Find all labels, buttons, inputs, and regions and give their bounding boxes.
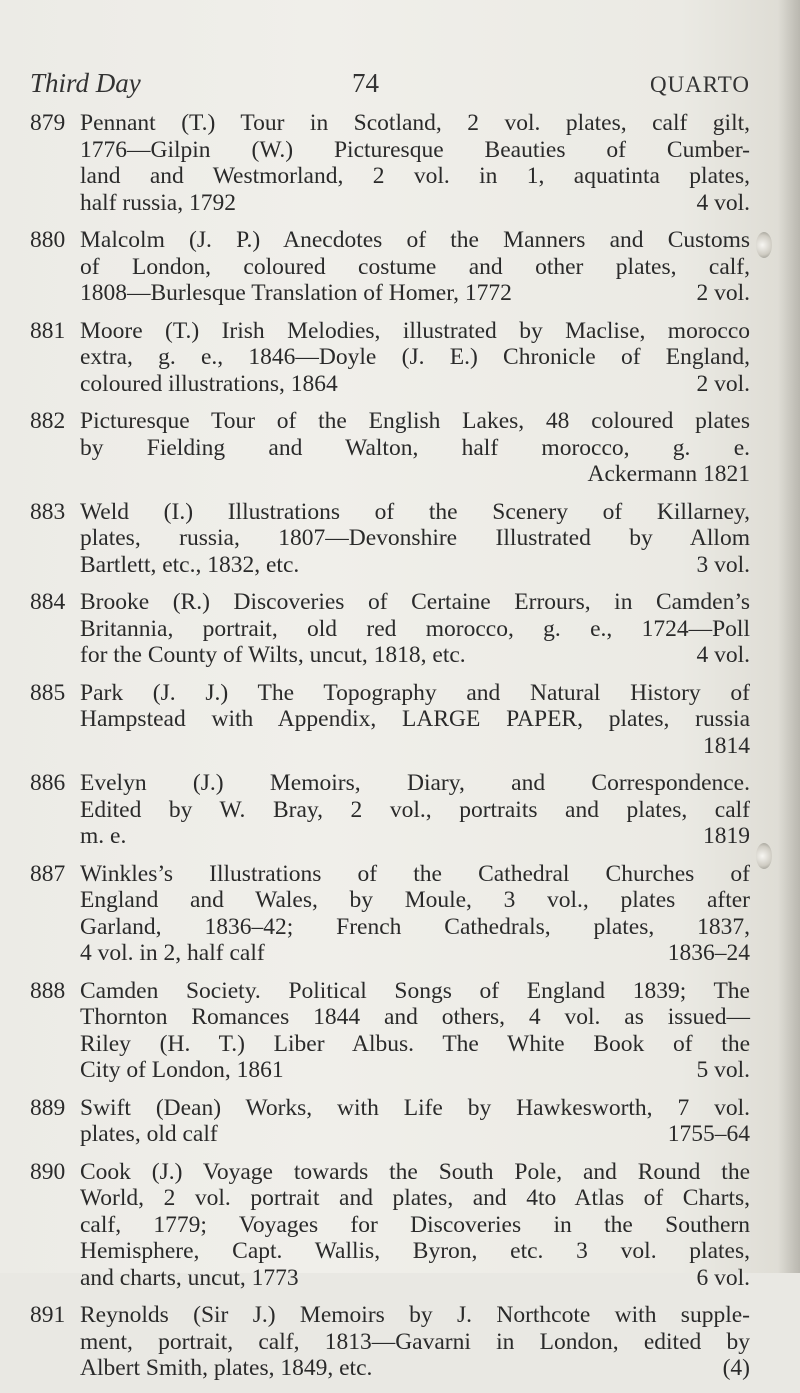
lot-description-line: Hemisphere, Capt. Wallis, Byron, etc. 3 vol. plates,	[80, 1238, 750, 1264]
lot-entry	[30, 680, 750, 760]
lot-description-line: extra, g. e., 1846—Doyle (J. E.) Chronicle of England,	[80, 344, 750, 370]
lot-number: 883	[30, 498, 66, 525]
lot-description-line: of London, coloured costume and other plates, calf,	[80, 253, 750, 280]
lot-entry	[30, 110, 750, 216]
lot-description-line: Ackermann 1821	[587, 461, 750, 487]
lot-description-line: Swift (Dean) Works, with Life by Hawkesworth, 7 vol.	[80, 1094, 750, 1121]
lot-number: 881	[30, 317, 66, 344]
lot-description-line: Winkles’s Illustrations of the Cathedral Churches of	[80, 860, 750, 887]
lot-description-line: Cook (J.) Voyage towards the South Pole, and Round the	[80, 1158, 750, 1185]
lot-description-line: m. e. 1819	[80, 823, 750, 849]
lot-description-line: and charts, uncut, 1773 6 vol.	[80, 1264, 750, 1291]
lot-description-line: Picturesque Tour of the English Lakes, 48 coloured plates	[80, 408, 750, 434]
lot-number: 884	[30, 589, 66, 615]
lot-description-line: plates, russia, 1807—Devonshire Illustrated by Allom	[80, 525, 750, 551]
lot-description-line: for the County of Wilts, uncut, 1818, etc. 4 vol.	[80, 642, 750, 668]
format-heading: QUARTO	[649, 72, 750, 97]
lot-description-line: 1814	[703, 732, 750, 759]
lot-number: 888	[30, 977, 66, 1004]
lot-description-line: Albert Smith, plates, 1849, etc. (4)	[80, 1355, 750, 1381]
lot-number: 887	[30, 860, 66, 887]
lot-description-line: by Fielding and Walton, half morocco, g. e.	[80, 434, 750, 461]
lot-description-line: England and Wales, by Moule, 3 vol., plates after	[80, 887, 750, 913]
lot-description-line: Weld (I.) Illustrations of the Scenery of Killarney,	[80, 498, 750, 525]
lot-description-line: Brooke (R.) Discoveries of Certaine Errours, in Camden’s	[80, 589, 750, 615]
lot-number: 889	[30, 1094, 66, 1121]
lot-description-line: 1808—Burlesque Translation of Homer, 1772 2 vol.	[80, 280, 750, 306]
lot-entry	[30, 861, 750, 967]
lot-description-line: Hampstead with Appendix, LARGE PAPER, plates, russia	[80, 706, 750, 732]
lot-number: 886	[30, 770, 66, 796]
running-header	[30, 68, 750, 108]
lot-description-line: Edited by W. Bray, 2 vol., portraits and plates, calf	[80, 796, 750, 823]
lot-description-line: Bartlett, etc., 1832, etc. 3 vol.	[80, 551, 750, 578]
lot-entry	[30, 1302, 750, 1382]
lot-description-line: Camden Society. Political Songs of England 1839; The	[80, 977, 750, 1004]
page-number: 74	[352, 68, 379, 98]
lot-number: 885	[30, 679, 66, 706]
lot-description-line: Britannia, portrait, old red morocco, g. e., 1724—Poll	[80, 615, 750, 642]
lot-description-line: plates, old calf 1755–64	[80, 1121, 750, 1147]
lot-entry	[30, 408, 750, 488]
lot-description-line: calf, 1779; Voyages for Discoveries in the Southern	[80, 1211, 750, 1238]
lot-description-line: half russia, 1792 4 vol.	[80, 189, 750, 216]
day-heading: Third Day	[30, 68, 141, 98]
lot-entry	[30, 1159, 750, 1292]
lot-description-line: Malcolm (J. P.) Anecdotes of the Manners and Customs	[80, 227, 750, 253]
lot-entry	[30, 1095, 750, 1148]
lot-description-line: Moore (T.) Irish Melodies, illustrated by Maclise, morocco	[80, 317, 750, 344]
lot-description-line: Garland, 1836–42; French Cathedrals, plates, 1837,	[80, 913, 750, 940]
lot-number: 890	[30, 1158, 66, 1185]
lot-description-line: Pennant (T.) Tour in Scotland, 2 vol. plates, calf gilt,	[80, 110, 750, 136]
lot-description-line: City of London, 1861 5 vol.	[80, 1057, 750, 1083]
lot-description-line: ment, portrait, calf, 1813—Gavarni in London, edited by	[80, 1328, 750, 1355]
lot-number: 882	[30, 408, 66, 434]
lot-description-line: World, 2 vol. portrait and plates, and 4to Atlas of Charts,	[80, 1185, 750, 1211]
lot-entry	[30, 318, 750, 398]
lot-description-line: Riley (H. T.) Liber Albus. The White Book of the	[80, 1030, 750, 1057]
lot-entry	[30, 499, 750, 579]
lot-description-line: land and Westmorland, 2 vol. in 1, aquatinta plates,	[80, 163, 750, 189]
lot-entry	[30, 589, 750, 669]
lot-entry	[30, 227, 750, 307]
lot-description-line: Evelyn (J.) Memoirs, Diary, and Correspondence.	[80, 770, 750, 796]
lot-description-line: 1776—Gilpin (W.) Picturesque Beauties of Cumber-	[80, 136, 750, 163]
lot-description-line: Thornton Romances 1844 and others, 4 vol. as issued—	[80, 1004, 750, 1030]
lot-number: 880	[30, 227, 66, 253]
binding-hole	[756, 232, 772, 258]
lot-description-line: Park (J. J.) The Topography and Natural History of	[80, 679, 750, 706]
page-edge-shadow	[778, 0, 800, 1273]
lot-description-line: Reynolds (Sir J.) Memoirs by J. Northcote with supple-	[80, 1302, 750, 1328]
lot-description-line: coloured illustrations, 1864 2 vol.	[80, 370, 750, 397]
binding-hole	[756, 843, 772, 869]
lot-entry	[30, 978, 750, 1084]
lot-number: 879	[30, 110, 66, 136]
lot-description-line: 4 vol. in 2, half calf 1836–24	[80, 940, 750, 966]
lot-entry	[30, 770, 750, 850]
lot-list	[30, 110, 750, 1393]
lot-number: 891	[30, 1302, 66, 1328]
